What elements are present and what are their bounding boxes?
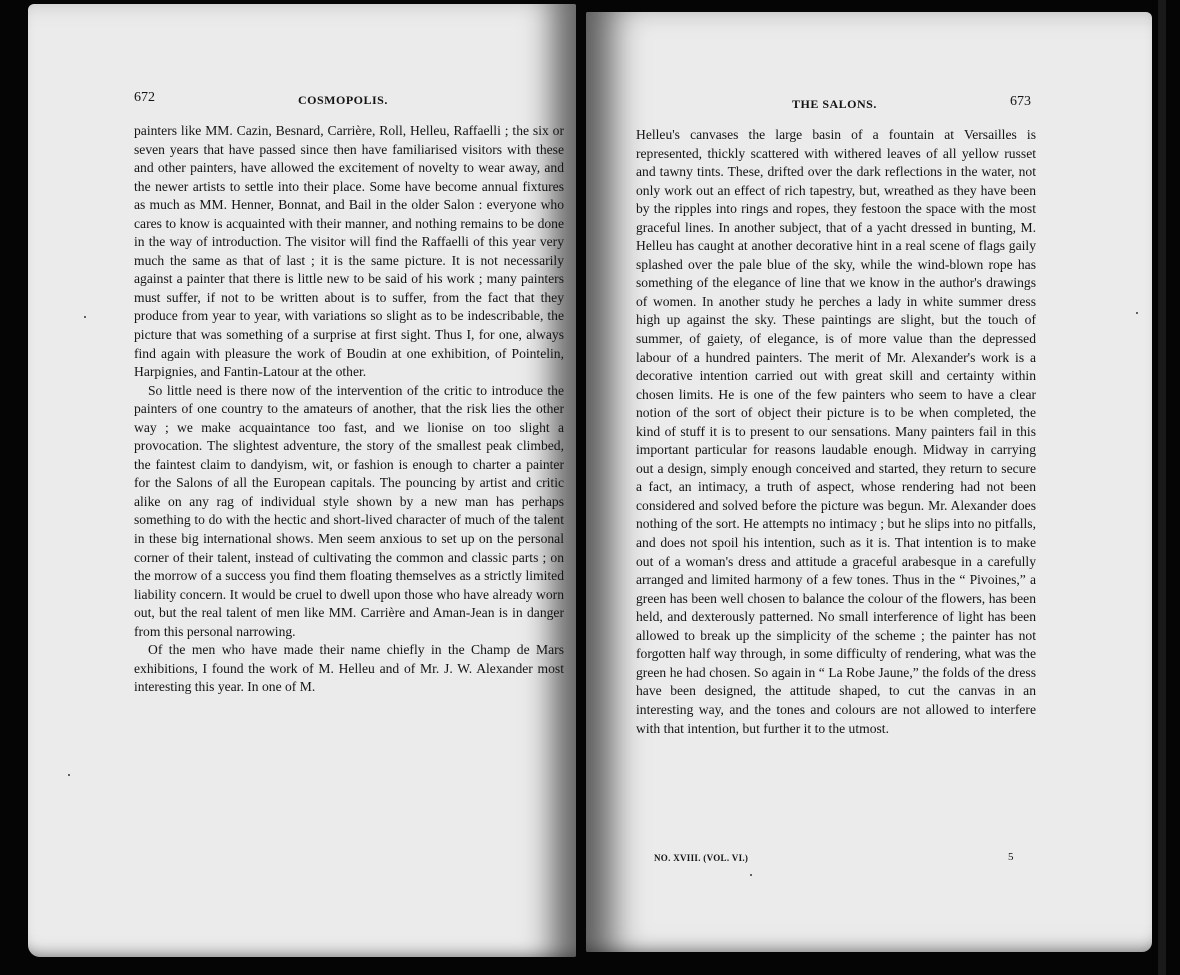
left-page-body [134,122,564,697]
paragraph: Of the men who have made their name chiefly in the Champ de Mars exhibitions, I found the work of M. Helleu and of Mr. J. W. Alexander most interesting this year. In one of M. [134,642,564,695]
paragraph: So little need is there now of the intervention of the critic to introduce the painters of one country to the amateurs of another, that the risk lies the other way ; we make acquaintance too fast, and we lionise on too slight a provocation. The slightest adventure, the story of the smallest peak climbed, the faintest claim to dandyism, wit, or fashion is enough to charter a painter for the Salons of all the European capitals. The pouncing by artist and critic alike on any rag of individual style shown by a new man has perhaps something to do with the hectic and short-lived character of much of the talent in these big international shows. Men seem anxious to set up on the personal corner of their talent, instead of cultivating the common and classic parts ; on the morrow of a success you find them floating themselves as a strictly limited liability concern. It would be cruel to dwell upon those who have already worn out, but the real talent of men like MM. Carrière and Aman-Jean is in danger from this personal narrowing. [134,382,564,639]
left-page [28,4,576,957]
paragraph: Helleu's canvases the large basin of a fountain at Versailles is represented, thickly scattered with withered leaves of all yellow russet and tawny tints. These, drifted over the dark reflections in the water, not only work out an effect of rich tapestry, but, wreathed as they have been by the ripples into rings and ropes, they festoon the space with the most graceful lines. In another subject, that of a yacht dressed in bunting, M. Helleu has caught at another decorative hint in a real scene of flags gaily splashed over the pale blue of the sky, while the wind-blown rope has something of the elegance of line that we know in the author's drawings of women. In another study he perches a lady in white summer dress high up against the sky. These paintings are slight, but the touch of summer, of gaiety, of elegance, is of more value than the depressed labour of a hundred painters. The merit of Mr. Alexander's work is a decorative intention carried out with great skill and certainty within chosen limits. He is one of the few painters who seem to have a clear notion of the sort of object their picture is to be when completed, the kind of stuff it is to present to our sensations. Many painters fail in this important particular for reasons laudable enough. Midway in carrying out a design, simply enough conceived and started, they return to secure a fact, an intimacy, a truth of aspect, whose rendering had not been considered and solved before the picture was begun. Mr. Alexander does nothing of the sort. He attempts no intimacy ; but he slips into no pitfalls, and does not spoil his intention, such as it is. That intention is to make out of a woman's dress and attitude a graceful arabesque in a carefully arranged and limited harmony of a few tones. Thus in the “ Pivoines,” a green has been well chosen to balance the colour of the flowers, has been held, and dexterously patterned. No small interference of light has been allowed to break up the simplicity of the scheme ; the painter has not forgotten half way through, in some difficulty of rendering, what was the green he had chosen. So again in “ La Robe Jaune,” the folds of the dress have been designed, the attitude shaped, to cut the canvas in an interesting way, and the tones and colours are not allowed to interfere with that intention, but further it to the utmost. [636,127,1036,736]
speck [1136,312,1138,314]
right-page [586,12,1152,952]
page-number-right: 673 [1010,94,1031,109]
right-page-body [636,126,1036,738]
running-head-left: COSMOPOLIS. [298,93,388,107]
paragraph: painters like MM. Cazin, Besnard, Carrière, Roll, Helleu, Raffaelli ; the six or seven years that have passed since then have familiarised visitors with these and other painters, have allowed the excitement of novelty to wear away, and the newer artists to settle into their place. Some have become annual fixtures as much as MM. Henner, Bonnat, and Bail in the older Salon : everyone who cares to know is acquainted with their manner, and nothing remains to be done in the way of introduction. The visitor will find the Raffaelli of this year very much the same as that of last ; it is the same picture. It is not necessarily against a painter that there is little new to be said of his work ; many painters must suffer, if not to be written about is to suffer, from the fact that they produce from year to year, with variations so slight as to be indescribable, the picture that was something of a surprise at first sight. Thus I, for one, always find again with pleasure the work of Boudin at one exhibition, of Pointelin, Harpignies, and Fantin-Latour at the other. [134,123,564,380]
speck [68,774,70,776]
running-head-right: THE SALONS. [792,97,877,111]
right-edge-band [1158,0,1166,975]
footer-note: NO. XVIII. (VOL. VI.) [654,853,749,863]
signature-mark: 5 [1008,851,1014,863]
speck [750,874,752,876]
speck [84,316,86,318]
page-number-left: 672 [134,90,155,105]
